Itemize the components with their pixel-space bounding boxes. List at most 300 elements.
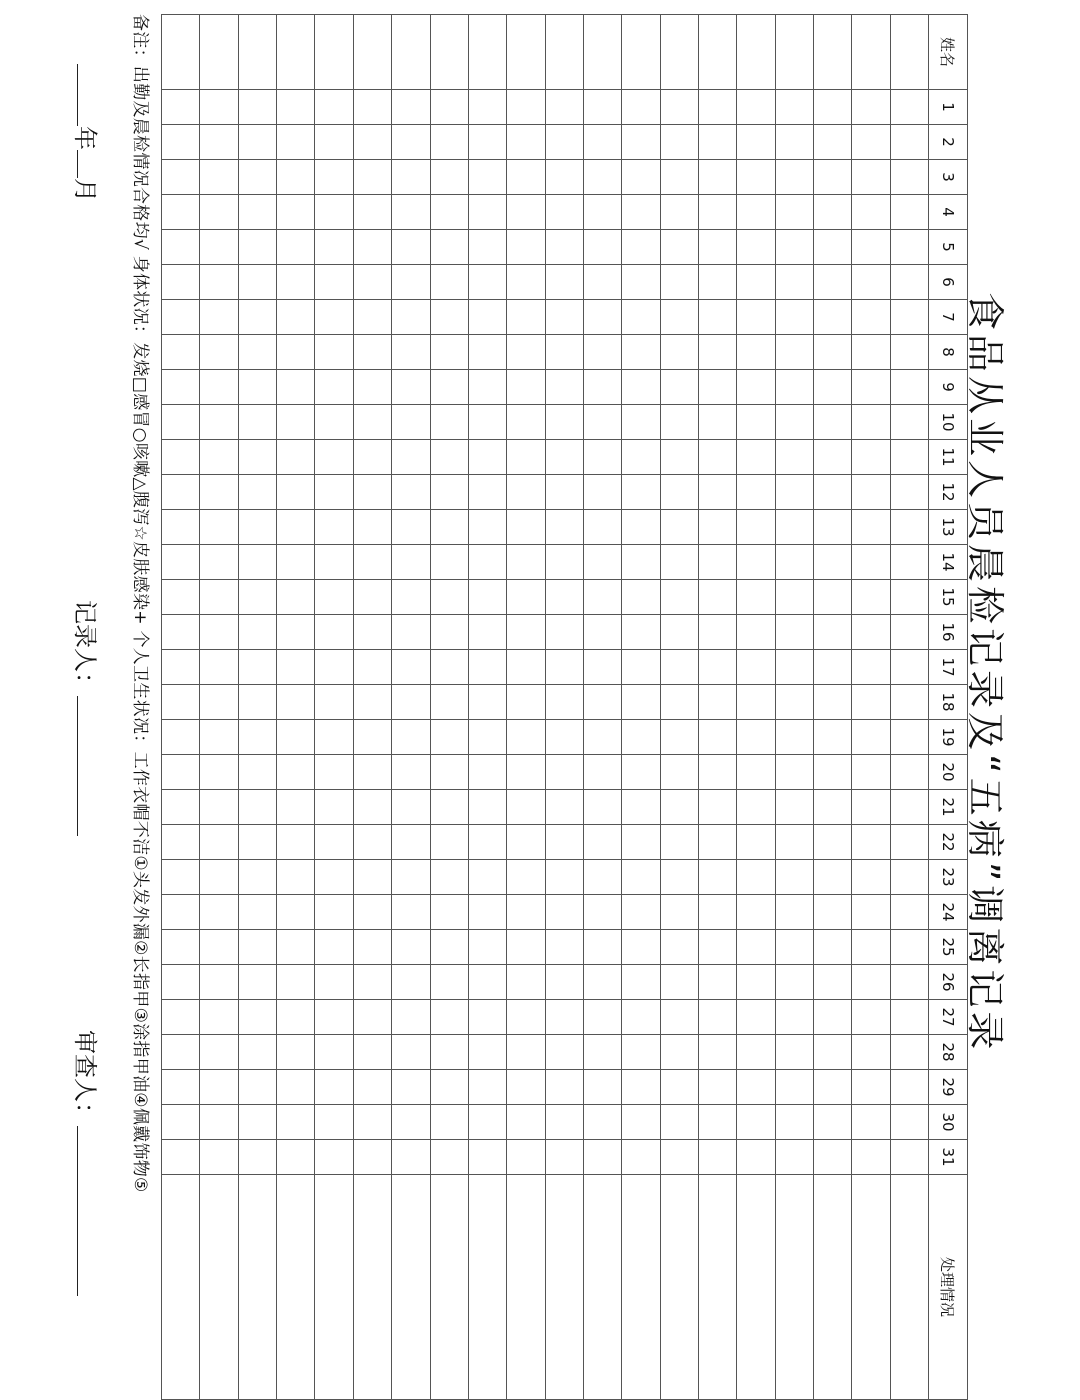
day-cell[interactable] <box>852 1070 890 1105</box>
day-cell[interactable] <box>545 825 583 860</box>
day-cell[interactable] <box>622 335 660 370</box>
day-cell[interactable] <box>277 650 315 685</box>
handling-cell[interactable] <box>507 1175 545 1400</box>
day-cell[interactable] <box>545 1070 583 1105</box>
day-cell[interactable] <box>507 510 545 545</box>
day-cell[interactable] <box>890 440 928 475</box>
day-cell[interactable] <box>200 300 238 335</box>
day-cell[interactable] <box>545 1000 583 1035</box>
day-cell[interactable] <box>162 1105 200 1140</box>
day-cell[interactable] <box>775 860 813 895</box>
day-cell[interactable] <box>200 965 238 1000</box>
day-cell[interactable] <box>507 160 545 195</box>
day-cell[interactable] <box>545 1105 583 1140</box>
day-cell[interactable] <box>660 370 698 405</box>
day-cell[interactable] <box>890 335 928 370</box>
day-cell[interactable] <box>583 230 621 265</box>
day-cell[interactable] <box>277 300 315 335</box>
day-cell[interactable] <box>622 580 660 615</box>
day-cell[interactable] <box>775 475 813 510</box>
day-cell[interactable] <box>353 720 391 755</box>
day-cell[interactable] <box>200 755 238 790</box>
handling-cell[interactable] <box>392 1175 430 1400</box>
day-cell[interactable] <box>238 930 276 965</box>
day-cell[interactable] <box>622 405 660 440</box>
name-cell[interactable] <box>583 15 621 90</box>
day-cell[interactable] <box>545 685 583 720</box>
day-cell[interactable] <box>813 370 851 405</box>
day-cell[interactable] <box>277 790 315 825</box>
day-cell[interactable] <box>162 825 200 860</box>
day-cell[interactable] <box>468 405 506 440</box>
day-cell[interactable] <box>622 895 660 930</box>
day-cell[interactable] <box>392 475 430 510</box>
day-cell[interactable] <box>583 1000 621 1035</box>
day-cell[interactable] <box>737 825 775 860</box>
day-cell[interactable] <box>200 1105 238 1140</box>
day-cell[interactable] <box>775 895 813 930</box>
day-cell[interactable] <box>277 825 315 860</box>
day-cell[interactable] <box>507 895 545 930</box>
day-cell[interactable] <box>775 300 813 335</box>
handling-cell[interactable] <box>890 1175 928 1400</box>
day-cell[interactable] <box>583 1035 621 1070</box>
day-cell[interactable] <box>622 125 660 160</box>
day-cell[interactable] <box>430 930 468 965</box>
day-cell[interactable] <box>545 545 583 580</box>
day-cell[interactable] <box>660 650 698 685</box>
handling-cell[interactable] <box>737 1175 775 1400</box>
day-cell[interactable] <box>852 440 890 475</box>
day-cell[interactable] <box>813 860 851 895</box>
day-cell[interactable] <box>468 265 506 300</box>
day-cell[interactable] <box>737 90 775 125</box>
handling-cell[interactable] <box>545 1175 583 1400</box>
day-cell[interactable] <box>622 265 660 300</box>
day-cell[interactable] <box>277 265 315 300</box>
handling-cell[interactable] <box>238 1175 276 1400</box>
day-cell[interactable] <box>392 930 430 965</box>
day-cell[interactable] <box>162 475 200 510</box>
day-cell[interactable] <box>200 895 238 930</box>
day-cell[interactable] <box>468 930 506 965</box>
day-cell[interactable] <box>162 615 200 650</box>
day-cell[interactable] <box>660 895 698 930</box>
day-cell[interactable] <box>698 580 736 615</box>
day-cell[interactable] <box>737 440 775 475</box>
name-cell[interactable] <box>162 15 200 90</box>
day-cell[interactable] <box>698 160 736 195</box>
day-cell[interactable] <box>698 545 736 580</box>
day-cell[interactable] <box>698 1105 736 1140</box>
day-cell[interactable] <box>890 825 928 860</box>
handling-cell[interactable] <box>200 1175 238 1400</box>
day-cell[interactable] <box>238 615 276 650</box>
day-cell[interactable] <box>200 510 238 545</box>
day-cell[interactable] <box>392 405 430 440</box>
day-cell[interactable] <box>890 125 928 160</box>
day-cell[interactable] <box>468 1070 506 1105</box>
day-cell[interactable] <box>430 755 468 790</box>
day-cell[interactable] <box>238 1105 276 1140</box>
day-cell[interactable] <box>353 1035 391 1070</box>
day-cell[interactable] <box>507 545 545 580</box>
day-cell[interactable] <box>583 90 621 125</box>
day-cell[interactable] <box>775 195 813 230</box>
name-cell[interactable] <box>238 15 276 90</box>
day-cell[interactable] <box>392 195 430 230</box>
day-cell[interactable] <box>468 510 506 545</box>
day-cell[interactable] <box>737 860 775 895</box>
day-cell[interactable] <box>852 370 890 405</box>
day-cell[interactable] <box>545 965 583 1000</box>
day-cell[interactable] <box>277 125 315 160</box>
day-cell[interactable] <box>813 1140 851 1175</box>
day-cell[interactable] <box>813 510 851 545</box>
day-cell[interactable] <box>660 440 698 475</box>
day-cell[interactable] <box>698 1000 736 1035</box>
day-cell[interactable] <box>277 440 315 475</box>
day-cell[interactable] <box>622 1140 660 1175</box>
day-cell[interactable] <box>238 300 276 335</box>
day-cell[interactable] <box>238 545 276 580</box>
day-cell[interactable] <box>775 965 813 1000</box>
day-cell[interactable] <box>392 1035 430 1070</box>
day-cell[interactable] <box>277 1070 315 1105</box>
day-cell[interactable] <box>507 825 545 860</box>
day-cell[interactable] <box>353 650 391 685</box>
day-cell[interactable] <box>507 125 545 160</box>
day-cell[interactable] <box>813 160 851 195</box>
day-cell[interactable] <box>698 195 736 230</box>
day-cell[interactable] <box>775 1035 813 1070</box>
day-cell[interactable] <box>622 720 660 755</box>
day-cell[interactable] <box>660 230 698 265</box>
day-cell[interactable] <box>775 370 813 405</box>
day-cell[interactable] <box>430 860 468 895</box>
day-cell[interactable] <box>583 265 621 300</box>
day-cell[interactable] <box>392 1140 430 1175</box>
day-cell[interactable] <box>200 440 238 475</box>
day-cell[interactable] <box>698 650 736 685</box>
day-cell[interactable] <box>775 265 813 300</box>
day-cell[interactable] <box>813 475 851 510</box>
day-cell[interactable] <box>775 1000 813 1035</box>
day-cell[interactable] <box>507 720 545 755</box>
day-cell[interactable] <box>583 720 621 755</box>
day-cell[interactable] <box>545 300 583 335</box>
day-cell[interactable] <box>162 405 200 440</box>
day-cell[interactable] <box>698 125 736 160</box>
day-cell[interactable] <box>430 545 468 580</box>
day-cell[interactable] <box>852 545 890 580</box>
day-cell[interactable] <box>238 90 276 125</box>
day-cell[interactable] <box>353 790 391 825</box>
day-cell[interactable] <box>353 300 391 335</box>
day-cell[interactable] <box>775 790 813 825</box>
day-cell[interactable] <box>698 335 736 370</box>
day-cell[interactable] <box>315 475 353 510</box>
day-cell[interactable] <box>775 825 813 860</box>
day-cell[interactable] <box>392 125 430 160</box>
day-cell[interactable] <box>353 1105 391 1140</box>
name-cell[interactable] <box>468 15 506 90</box>
day-cell[interactable] <box>430 370 468 405</box>
day-cell[interactable] <box>507 755 545 790</box>
day-cell[interactable] <box>622 475 660 510</box>
day-cell[interactable] <box>430 720 468 755</box>
day-cell[interactable] <box>238 265 276 300</box>
day-cell[interactable] <box>430 790 468 825</box>
day-cell[interactable] <box>583 615 621 650</box>
name-cell[interactable] <box>392 15 430 90</box>
day-cell[interactable] <box>622 90 660 125</box>
day-cell[interactable] <box>392 370 430 405</box>
day-cell[interactable] <box>622 160 660 195</box>
day-cell[interactable] <box>852 825 890 860</box>
day-cell[interactable] <box>162 230 200 265</box>
day-cell[interactable] <box>775 580 813 615</box>
day-cell[interactable] <box>698 790 736 825</box>
day-cell[interactable] <box>507 685 545 720</box>
day-cell[interactable] <box>737 1140 775 1175</box>
day-cell[interactable] <box>737 545 775 580</box>
day-cell[interactable] <box>622 1000 660 1035</box>
day-cell[interactable] <box>890 405 928 440</box>
day-cell[interactable] <box>200 860 238 895</box>
day-cell[interactable] <box>277 230 315 265</box>
day-cell[interactable] <box>890 930 928 965</box>
day-cell[interactable] <box>430 125 468 160</box>
day-cell[interactable] <box>852 160 890 195</box>
day-cell[interactable] <box>162 755 200 790</box>
day-cell[interactable] <box>353 825 391 860</box>
day-cell[interactable] <box>545 475 583 510</box>
day-cell[interactable] <box>545 160 583 195</box>
day-cell[interactable] <box>775 1140 813 1175</box>
day-cell[interactable] <box>507 930 545 965</box>
day-cell[interactable] <box>238 755 276 790</box>
day-cell[interactable] <box>583 860 621 895</box>
day-cell[interactable] <box>583 405 621 440</box>
day-cell[interactable] <box>277 720 315 755</box>
day-cell[interactable] <box>737 790 775 825</box>
day-cell[interactable] <box>622 965 660 1000</box>
day-cell[interactable] <box>277 860 315 895</box>
day-cell[interactable] <box>315 195 353 230</box>
day-cell[interactable] <box>430 195 468 230</box>
day-cell[interactable] <box>315 510 353 545</box>
day-cell[interactable] <box>430 335 468 370</box>
day-cell[interactable] <box>353 545 391 580</box>
day-cell[interactable] <box>852 195 890 230</box>
day-cell[interactable] <box>468 160 506 195</box>
day-cell[interactable] <box>315 1000 353 1035</box>
day-cell[interactable] <box>507 370 545 405</box>
day-cell[interactable] <box>775 685 813 720</box>
day-cell[interactable] <box>813 265 851 300</box>
day-cell[interactable] <box>315 685 353 720</box>
day-cell[interactable] <box>583 545 621 580</box>
day-cell[interactable] <box>238 965 276 1000</box>
day-cell[interactable] <box>813 1000 851 1035</box>
day-cell[interactable] <box>660 265 698 300</box>
day-cell[interactable] <box>162 790 200 825</box>
day-cell[interactable] <box>162 90 200 125</box>
day-cell[interactable] <box>315 440 353 475</box>
day-cell[interactable] <box>890 90 928 125</box>
day-cell[interactable] <box>353 895 391 930</box>
day-cell[interactable] <box>852 720 890 755</box>
day-cell[interactable] <box>353 1140 391 1175</box>
day-cell[interactable] <box>430 1035 468 1070</box>
day-cell[interactable] <box>545 90 583 125</box>
day-cell[interactable] <box>852 790 890 825</box>
day-cell[interactable] <box>583 650 621 685</box>
day-cell[interactable] <box>813 230 851 265</box>
day-cell[interactable] <box>698 685 736 720</box>
handling-cell[interactable] <box>660 1175 698 1400</box>
day-cell[interactable] <box>238 475 276 510</box>
day-cell[interactable] <box>238 1140 276 1175</box>
day-cell[interactable] <box>162 930 200 965</box>
day-cell[interactable] <box>813 1035 851 1070</box>
day-cell[interactable] <box>315 405 353 440</box>
day-cell[interactable] <box>392 825 430 860</box>
day-cell[interactable] <box>737 1000 775 1035</box>
day-cell[interactable] <box>622 300 660 335</box>
day-cell[interactable] <box>238 825 276 860</box>
day-cell[interactable] <box>660 300 698 335</box>
day-cell[interactable] <box>775 90 813 125</box>
day-cell[interactable] <box>507 965 545 1000</box>
day-cell[interactable] <box>238 895 276 930</box>
day-cell[interactable] <box>890 265 928 300</box>
day-cell[interactable] <box>737 580 775 615</box>
day-cell[interactable] <box>315 965 353 1000</box>
day-cell[interactable] <box>162 650 200 685</box>
day-cell[interactable] <box>813 895 851 930</box>
day-cell[interactable] <box>852 860 890 895</box>
day-cell[interactable] <box>238 580 276 615</box>
day-cell[interactable] <box>852 615 890 650</box>
day-cell[interactable] <box>468 1105 506 1140</box>
day-cell[interactable] <box>698 860 736 895</box>
day-cell[interactable] <box>353 160 391 195</box>
day-cell[interactable] <box>775 545 813 580</box>
day-cell[interactable] <box>622 615 660 650</box>
day-cell[interactable] <box>238 405 276 440</box>
day-cell[interactable] <box>890 510 928 545</box>
day-cell[interactable] <box>238 790 276 825</box>
day-cell[interactable] <box>775 930 813 965</box>
day-cell[interactable] <box>162 1000 200 1035</box>
day-cell[interactable] <box>162 860 200 895</box>
day-cell[interactable] <box>890 195 928 230</box>
day-cell[interactable] <box>852 965 890 1000</box>
day-cell[interactable] <box>852 755 890 790</box>
day-cell[interactable] <box>852 685 890 720</box>
day-cell[interactable] <box>430 160 468 195</box>
day-cell[interactable] <box>353 90 391 125</box>
name-cell[interactable] <box>775 15 813 90</box>
day-cell[interactable] <box>545 335 583 370</box>
day-cell[interactable] <box>430 300 468 335</box>
day-cell[interactable] <box>775 405 813 440</box>
day-cell[interactable] <box>430 510 468 545</box>
day-cell[interactable] <box>238 160 276 195</box>
day-cell[interactable] <box>468 895 506 930</box>
name-cell[interactable] <box>698 15 736 90</box>
day-cell[interactable] <box>545 895 583 930</box>
day-cell[interactable] <box>775 1105 813 1140</box>
day-cell[interactable] <box>238 510 276 545</box>
day-cell[interactable] <box>737 755 775 790</box>
day-cell[interactable] <box>737 265 775 300</box>
day-cell[interactable] <box>698 965 736 1000</box>
day-cell[interactable] <box>890 1105 928 1140</box>
day-cell[interactable] <box>813 335 851 370</box>
day-cell[interactable] <box>200 125 238 160</box>
day-cell[interactable] <box>162 265 200 300</box>
day-cell[interactable] <box>468 1000 506 1035</box>
day-cell[interactable] <box>353 370 391 405</box>
day-cell[interactable] <box>660 1035 698 1070</box>
day-cell[interactable] <box>200 615 238 650</box>
day-cell[interactable] <box>200 195 238 230</box>
day-cell[interactable] <box>545 650 583 685</box>
day-cell[interactable] <box>507 615 545 650</box>
day-cell[interactable] <box>162 1070 200 1105</box>
day-cell[interactable] <box>890 160 928 195</box>
day-cell[interactable] <box>315 160 353 195</box>
day-cell[interactable] <box>660 510 698 545</box>
name-cell[interactable] <box>890 15 928 90</box>
day-cell[interactable] <box>622 195 660 230</box>
day-cell[interactable] <box>392 615 430 650</box>
day-cell[interactable] <box>813 405 851 440</box>
day-cell[interactable] <box>507 335 545 370</box>
day-cell[interactable] <box>277 160 315 195</box>
day-cell[interactable] <box>277 335 315 370</box>
day-cell[interactable] <box>430 1000 468 1035</box>
day-cell[interactable] <box>353 265 391 300</box>
day-cell[interactable] <box>775 755 813 790</box>
day-cell[interactable] <box>698 755 736 790</box>
day-cell[interactable] <box>622 370 660 405</box>
day-cell[interactable] <box>507 1070 545 1105</box>
day-cell[interactable] <box>162 580 200 615</box>
day-cell[interactable] <box>277 90 315 125</box>
day-cell[interactable] <box>737 300 775 335</box>
name-cell[interactable] <box>852 15 890 90</box>
day-cell[interactable] <box>775 615 813 650</box>
day-cell[interactable] <box>315 230 353 265</box>
year-blank[interactable] <box>77 64 100 126</box>
day-cell[interactable] <box>698 720 736 755</box>
day-cell[interactable] <box>315 545 353 580</box>
day-cell[interactable] <box>277 475 315 510</box>
day-cell[interactable] <box>277 405 315 440</box>
handling-cell[interactable] <box>430 1175 468 1400</box>
day-cell[interactable] <box>545 790 583 825</box>
day-cell[interactable] <box>622 860 660 895</box>
day-cell[interactable] <box>813 685 851 720</box>
day-cell[interactable] <box>277 1035 315 1070</box>
day-cell[interactable] <box>545 860 583 895</box>
day-cell[interactable] <box>852 125 890 160</box>
day-cell[interactable] <box>507 195 545 230</box>
